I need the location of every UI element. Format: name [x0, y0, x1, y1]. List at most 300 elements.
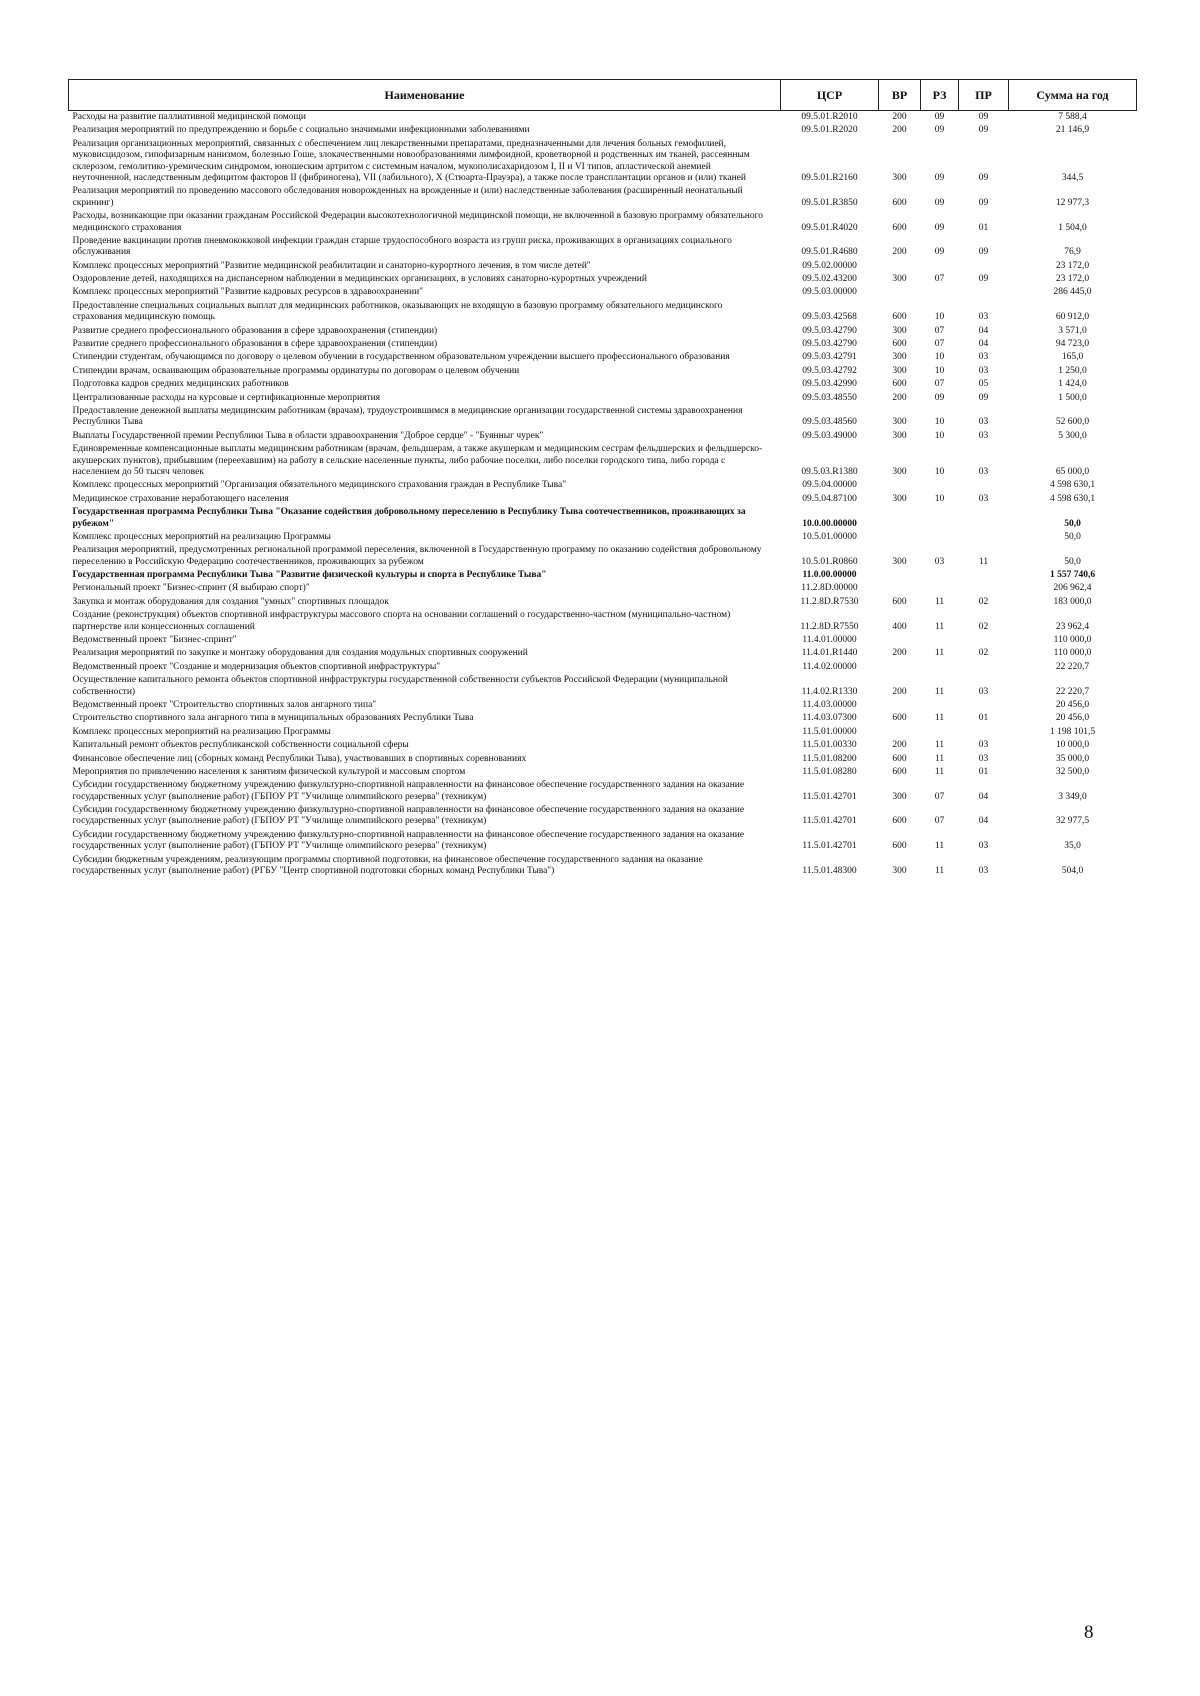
cell-rz: 10 — [934, 352, 945, 363]
cell-pr: 09 — [978, 274, 989, 285]
table-row — [69, 506, 1137, 531]
cell-csr: 09.5.03.42792 — [802, 365, 857, 376]
table-row — [69, 392, 1137, 405]
cell-vr — [879, 582, 921, 595]
cell-csr: 11.5.01.00000 — [802, 726, 857, 737]
cell-csr: 11.2.8D.R7550 — [800, 621, 859, 632]
cell-pr: 01 — [978, 713, 989, 724]
cell-name: Расходы на развитие паллиативной медицинской помощи — [72, 112, 306, 122]
cell-pr — [959, 260, 1009, 273]
cell-csr: 11.0.00.00000 — [802, 570, 857, 581]
cell-vr: 300 — [892, 352, 907, 363]
cell-name: Стипендии врачам, осваивающим образовательные программы ординатуры по договорам о целевом обучении — [72, 365, 520, 376]
cell-vr: 600 — [892, 222, 907, 233]
cell-name: Развитие среднего профессионального образования в сфере здравоохранения (стипендии) — [72, 325, 438, 336]
cell-vr — [879, 661, 921, 674]
cell-sum: 7 588,4 — [1058, 112, 1087, 122]
cell-rz: 07 — [934, 339, 945, 350]
table-row — [69, 544, 1137, 569]
cell-name: Субсидии бюджетным учреждениям, реализующим программы спортивной подготовки, на финансовое обеспечение государственного задания на оказание государственных услуг (выполнение работ) (РГБУ "Центр спортивной подготовки сборных команд Республики Тыва") — [72, 854, 703, 877]
cell-rz: 09 — [934, 247, 945, 258]
cell-csr: 09.5.03.00000 — [802, 287, 857, 298]
cell-rz: 10 — [934, 430, 945, 441]
cell-vr: 400 — [892, 621, 907, 632]
table-row — [69, 739, 1137, 752]
cell-name: Предоставление денежной выплаты медицинским работникам (врачам), трудоустроившимся в медицинские организации государственной системы здравоохранения Республики Тыва — [72, 405, 743, 428]
cell-pr: 09 — [978, 172, 989, 183]
cell-sum: 23 172,0 — [1055, 274, 1090, 285]
cell-name: Субсидии государственному бюджетному учреждению физкультурно-спортивной направленности на финансовое обеспечение государственного задания на оказание государственных услуг (выполнение работ) (ГБПОУ РТ "Училище олимпийского резерва" (техникум) — [72, 805, 745, 827]
cell-rz: 07 — [934, 816, 945, 827]
cell-vr: 600 — [892, 197, 907, 208]
cell-rz: 09 — [934, 172, 945, 183]
cell-csr: 09.5.03.49000 — [802, 430, 857, 441]
header-row — [69, 80, 1137, 111]
cell-name: Ведомственный проект "Строительство спортивных залов ангарного типа" — [72, 699, 377, 710]
cell-name: Развитие среднего профессионального образования в сфере здравоохранения (стипендии) — [72, 339, 438, 350]
table-row — [69, 647, 1137, 660]
cell-csr: 09.5.02.43200 — [802, 274, 857, 285]
cell-name: Комплекс процессных мероприятий "Организация обязательного медицинского страхования граждан в Республике Тыва" — [72, 480, 567, 491]
cell-csr: 11.5.01.42701 — [802, 841, 857, 852]
header-vr: ВР — [879, 80, 921, 111]
page-number: 8 — [1084, 1622, 1094, 1643]
cell-rz — [921, 479, 959, 492]
cell-name: Комплекс процессных мероприятий "Развитие кадровых ресурсов в здравоохранении" — [72, 287, 424, 298]
cell-name: Предоставление специальных социальных выплат для медицинских работников, оказывающих не входящую в базовую программу обязательного медицинского страхования медицинскую помощь — [72, 300, 723, 323]
cell-rz: 11 — [934, 841, 945, 852]
cell-rz — [921, 569, 959, 582]
cell-vr: 300 — [892, 172, 907, 183]
cell-name: Стипендии студентам, обучающимся по договору о целевом обучении в государственном образовательном учреждении высшего профессионального образования — [72, 352, 730, 363]
cell-name: Создание (реконструкция) объектов спортивной инфраструктуры массового спорта на основании соглашений о государственно-частном (муниципально-частном) партнерстве или концессионных соглашений — [72, 610, 731, 632]
cell-csr: 09.5.03.42790 — [802, 325, 857, 336]
cell-rz: 09 — [934, 197, 945, 208]
cell-rz — [921, 582, 959, 595]
cell-csr: 11.5.01.00330 — [802, 740, 857, 751]
table-row — [69, 596, 1137, 609]
cell-sum: 1 198 101,5 — [1049, 726, 1096, 737]
cell-rz: 11 — [934, 766, 945, 777]
cell-pr — [959, 726, 1009, 739]
table-header — [69, 80, 1137, 111]
cell-pr: 03 — [978, 312, 989, 323]
cell-csr: 09.5.03.48550 — [802, 392, 857, 403]
cell-sum: 165,0 — [1061, 352, 1084, 363]
cell-sum: 1 500,0 — [1058, 392, 1087, 403]
header-name: Наименование — [69, 80, 781, 111]
cell-sum: 4 598 630,1 — [1049, 480, 1096, 491]
table-row — [69, 804, 1137, 829]
cell-vr: 200 — [892, 686, 907, 697]
table-row — [69, 351, 1137, 364]
cell-name: Закупка и монтаж оборудования для создания "умных" спортивных площадок — [72, 596, 389, 607]
cell-name: Государственная программа Республики Тыва "Оказание содействия добровольному переселению в Республику Тыва соотечественников, проживающих за рубежом" — [72, 507, 746, 529]
cell-sum: 286 445,0 — [1053, 287, 1092, 298]
cell-pr: 03 — [978, 365, 989, 376]
cell-name: Расходы, возникающие при оказании гражданам Российской Федерации высокотехнологичной медицинской помощи, не включенной в базовую программу обязательного медицинского страхования — [72, 211, 764, 233]
cell-vr — [879, 634, 921, 647]
cell-sum: 50,0 — [1064, 531, 1081, 542]
table-row — [69, 273, 1137, 286]
cell-sum: 10 000,0 — [1055, 740, 1090, 751]
cell-csr: 09.5.03.42990 — [802, 379, 857, 390]
cell-name: Государственная программа Республики Тыва "Развитие физической культуры и спорта в Республике Тыва" — [72, 570, 547, 581]
cell-csr: 11.5.01.08200 — [802, 753, 857, 764]
cell-csr: 09.5.01.R2010 — [801, 112, 858, 122]
cell-pr: 11 — [978, 556, 989, 567]
cell-sum: 110 000,0 — [1053, 635, 1092, 646]
cell-sum: 32 977,5 — [1055, 816, 1090, 827]
cell-vr: 200 — [892, 112, 907, 122]
cell-rz — [921, 506, 959, 531]
cell-sum: 52 600,0 — [1055, 417, 1090, 428]
cell-sum: 110 000,0 — [1053, 648, 1092, 659]
cell-csr: 11.2.8D.00000 — [801, 583, 858, 594]
cell-pr: 02 — [978, 596, 989, 607]
cell-pr — [959, 699, 1009, 712]
cell-name: Оздоровление детей, находящихся на диспансерном наблюдении в медицинских организациях, в условиях санаторно-курортных учреждений — [72, 274, 647, 285]
cell-sum: 23 962,4 — [1055, 621, 1090, 632]
cell-vr — [879, 569, 921, 582]
cell-rz: 11 — [934, 713, 945, 724]
cell-sum: 50,0 — [1064, 518, 1081, 529]
cell-sum: 3 349,0 — [1058, 791, 1087, 802]
cell-pr: 04 — [978, 325, 989, 336]
cell-csr: 09.5.03.42791 — [802, 352, 857, 363]
cell-vr: 600 — [892, 379, 907, 390]
cell-sum: 20 456,0 — [1055, 699, 1090, 710]
cell-sum: 32 500,0 — [1055, 766, 1090, 777]
cell-pr: 05 — [978, 379, 989, 390]
cell-vr: 300 — [892, 325, 907, 336]
table-row — [69, 829, 1137, 854]
table-row — [69, 338, 1137, 351]
cell-vr: 600 — [892, 339, 907, 350]
table-row — [69, 405, 1137, 430]
cell-pr — [959, 582, 1009, 595]
cell-sum: 1 504,0 — [1058, 222, 1087, 233]
cell-name: Комплекс процессных мероприятий "Развитие медицинской реабилитации и санаторно-курортного лечения, в том числе детей" — [72, 260, 591, 271]
cell-csr: 11.2.8D.R7530 — [800, 596, 859, 607]
cell-csr: 09.5.03.42790 — [802, 339, 857, 350]
cell-pr: 04 — [978, 791, 989, 802]
cell-name: Комплекс процессных мероприятий на реализацию Программы — [72, 531, 331, 542]
cell-name: Подготовка кадров средних медицинских работников — [72, 379, 289, 390]
header-rz: РЗ — [921, 80, 959, 111]
table-row — [69, 138, 1137, 186]
cell-name: Реализация организационных мероприятий, связанных с обеспечением лиц лекарственными препаратами, предназначенными для лечения больных гемофилией, муковисцидозом, гипофизарным нанизмом, болезнью Гоше, злокачественными новообразованиями лимфоидной, кроветворной и родственных им тканей, рассеянным склерозом, гемолитико-уремическим синдромом, юношеским артритом с системным началом, мукополисахаридозом I, II и VI типов, апластической анемией неуточненной, наследственным дефицитом факторов II (фибриногена), VII (лабильного), X (Стюарта-Прауэра), а также после трансплантации органов и (или) тканей — [72, 138, 750, 183]
cell-sum: 35,0 — [1064, 841, 1081, 852]
cell-sum: 1 557 740,6 — [1049, 570, 1096, 581]
table-row — [69, 493, 1137, 506]
cell-rz: 07 — [934, 379, 945, 390]
cell-rz: 10 — [934, 466, 945, 477]
cell-vr: 300 — [892, 493, 907, 504]
cell-name: Осуществление капитального ремонта объектов спортивной инфраструктуры государственной собственности субъектов Российской Федерации (муниципальной собственности) — [72, 675, 728, 697]
table-row — [69, 634, 1137, 647]
cell-name: Мероприятия по привлечению населения к занятиям физической культурой и массовым спортом — [72, 766, 466, 777]
cell-csr: 09.5.04.00000 — [802, 480, 857, 491]
cell-vr: 200 — [892, 125, 907, 136]
cell-name: Ведомственный проект "Создание и модернизация объектов спортивной инфраструктуры" — [72, 661, 441, 672]
cell-name: Реализация мероприятий по предупреждению и борьбе с социально значимыми инфекционными заболеваниями — [72, 125, 530, 136]
cell-sum: 21 146,9 — [1055, 125, 1090, 136]
cell-csr: 09.5.01.R4020 — [801, 222, 858, 233]
cell-sum: 5 300,0 — [1058, 430, 1087, 441]
cell-name: Выплаты Государственной премии Республики Тыва в области здравоохранения "Доброе сердце" - "Буянныг чурек" — [72, 430, 544, 441]
cell-sum: 22 220,7 — [1055, 661, 1090, 672]
cell-rz: 11 — [934, 648, 945, 659]
cell-name: Реализация мероприятий по закупке и монтажу оборудования для создания модульных спортивных сооружений — [72, 648, 528, 659]
cell-sum: 76,9 — [1064, 247, 1081, 258]
cell-vr: 300 — [892, 430, 907, 441]
table-row — [69, 609, 1137, 634]
table-row — [69, 569, 1137, 582]
budget-table — [68, 79, 1137, 878]
table-row — [69, 726, 1137, 739]
cell-rz: 11 — [934, 596, 945, 607]
table-row — [69, 300, 1137, 325]
cell-rz: 11 — [934, 740, 945, 751]
cell-vr — [879, 699, 921, 712]
table-row — [69, 378, 1137, 391]
table-row — [69, 753, 1137, 766]
cell-pr: 03 — [978, 753, 989, 764]
cell-rz: 09 — [934, 125, 945, 136]
cell-csr: 09.5.03.42568 — [802, 312, 857, 323]
cell-csr: 09.5.04.87100 — [802, 493, 857, 504]
cell-sum: 20 456,0 — [1055, 713, 1090, 724]
cell-csr: 09.5.01.R2020 — [801, 125, 858, 136]
cell-pr: 02 — [978, 648, 989, 659]
table-row — [69, 430, 1137, 443]
cell-pr: 09 — [978, 112, 989, 122]
cell-name: Строительство спортивного зала ангарного типа в муниципальных образованиях Республики Тыва — [72, 713, 474, 724]
cell-vr: 600 — [892, 816, 907, 827]
cell-pr: 01 — [978, 222, 989, 233]
cell-rz — [921, 531, 959, 544]
cell-sum: 50,0 — [1064, 556, 1081, 567]
cell-pr: 09 — [978, 392, 989, 403]
header-pr: ПР — [959, 80, 1009, 111]
cell-sum: 65 000,0 — [1055, 466, 1090, 477]
cell-name: Капитальный ремонт объектов республиканской собственности социальной сферы — [72, 740, 409, 751]
cell-csr: 09.5.02.00000 — [802, 260, 857, 271]
table-row — [69, 779, 1137, 804]
cell-rz: 07 — [934, 791, 945, 802]
cell-csr: 11.4.01.00000 — [802, 635, 857, 646]
cell-pr: 03 — [978, 686, 989, 697]
cell-rz — [921, 260, 959, 273]
cell-sum: 23 172,0 — [1055, 260, 1090, 271]
cell-vr: 300 — [892, 274, 907, 285]
cell-csr: 09.5.01.R2160 — [801, 172, 858, 183]
cell-sum: 35 000,0 — [1055, 753, 1090, 764]
cell-vr — [879, 726, 921, 739]
cell-vr: 300 — [892, 365, 907, 376]
table-row — [69, 185, 1137, 210]
cell-rz — [921, 286, 959, 299]
cell-vr: 200 — [892, 648, 907, 659]
cell-sum: 22 220,7 — [1055, 686, 1090, 697]
cell-pr — [959, 569, 1009, 582]
cell-vr: 300 — [892, 866, 907, 877]
cell-name: Ведомственный проект "Бизнес-спринт" — [72, 635, 237, 646]
table-row — [69, 235, 1137, 260]
cell-csr: 11.5.01.08280 — [802, 766, 857, 777]
cell-sum: 1 424,0 — [1058, 379, 1087, 390]
cell-vr: 600 — [892, 841, 907, 852]
cell-vr — [879, 479, 921, 492]
cell-vr: 300 — [892, 466, 907, 477]
cell-name: Проведение вакцинации против пневмококковой инфекции граждан старше трудоспособного возраста из групп риска, проживающих в организациях социального обслуживания — [72, 235, 732, 258]
cell-rz: 03 — [934, 556, 945, 567]
cell-vr: 300 — [892, 417, 907, 428]
cell-sum: 344,5 — [1061, 172, 1084, 183]
cell-vr — [879, 531, 921, 544]
cell-rz: 10 — [934, 493, 945, 504]
cell-csr: 11.4.03.00000 — [802, 699, 857, 710]
cell-rz — [921, 634, 959, 647]
cell-rz: 09 — [934, 222, 945, 233]
table-row — [69, 582, 1137, 595]
cell-pr: 03 — [978, 866, 989, 877]
cell-rz: 07 — [934, 325, 945, 336]
cell-pr — [959, 286, 1009, 299]
cell-name: Централизованные расходы на курсовые и сертификационные мероприятия — [72, 392, 381, 403]
cell-csr: 11.5.01.48300 — [802, 866, 857, 877]
cell-rz: 11 — [934, 866, 945, 877]
cell-pr: 01 — [978, 766, 989, 777]
cell-vr: 200 — [892, 247, 907, 258]
cell-csr: 11.4.02.00000 — [802, 661, 857, 672]
table-body — [69, 111, 1137, 879]
table-row — [69, 661, 1137, 674]
cell-sum: 504,0 — [1061, 866, 1084, 877]
cell-rz: 09 — [934, 112, 945, 122]
table-row — [69, 124, 1137, 137]
table-row — [69, 325, 1137, 338]
table-row — [69, 286, 1137, 299]
cell-rz: 11 — [934, 686, 945, 697]
cell-pr: 02 — [978, 621, 989, 632]
cell-sum: 206 962,4 — [1053, 583, 1092, 594]
cell-pr: 09 — [978, 125, 989, 136]
cell-rz: 10 — [934, 417, 945, 428]
cell-pr: 03 — [978, 417, 989, 428]
cell-pr: 03 — [978, 466, 989, 477]
cell-csr: 11.4.01.R1440 — [801, 648, 858, 659]
cell-csr: 09.5.01.R3850 — [801, 197, 858, 208]
budget-sheet — [68, 79, 1136, 878]
cell-csr: 11.5.01.42701 — [802, 816, 857, 827]
cell-rz — [921, 726, 959, 739]
cell-pr: 04 — [978, 339, 989, 350]
cell-csr: 10.5.01.00000 — [802, 531, 857, 542]
header-csr: ЦСР — [781, 80, 879, 111]
cell-pr: 04 — [978, 816, 989, 827]
cell-pr: 03 — [978, 430, 989, 441]
cell-name: Субсидии государственному бюджетному учреждению физкультурно-спортивной направленности на финансовое обеспечение государственного задания на оказание государственных услуг (выполнение работ) (ГБПОУ РТ "Училище олимпийского резерва" (техникум) — [72, 829, 745, 852]
cell-vr: 600 — [892, 596, 907, 607]
cell-csr: 11.4.02.R1330 — [801, 686, 858, 697]
cell-vr: 600 — [892, 753, 907, 764]
cell-rz: 11 — [934, 621, 945, 632]
cell-name: Реализация мероприятий, предусмотренных региональной программой переселения, включенной в Государственную программу по оказанию содействия добровольному переселению в Российскую Федерацию соотечественников, проживающих за рубежом — [72, 545, 762, 567]
cell-vr: 300 — [892, 556, 907, 567]
table-row — [69, 111, 1137, 125]
table-row — [69, 674, 1137, 699]
cell-pr — [959, 531, 1009, 544]
cell-vr: 600 — [892, 312, 907, 323]
cell-rz: 10 — [934, 312, 945, 323]
table-row — [69, 210, 1137, 235]
cell-csr: 10.0.00.00000 — [802, 518, 857, 529]
cell-vr: 200 — [892, 740, 907, 751]
cell-csr: 11.4.03.07300 — [802, 713, 857, 724]
cell-csr: 11.5.01.42701 — [802, 791, 857, 802]
table-row — [69, 712, 1137, 725]
table-row — [69, 854, 1137, 879]
cell-pr: 03 — [978, 493, 989, 504]
cell-sum: 3 571,0 — [1058, 325, 1087, 336]
cell-pr: 03 — [978, 740, 989, 751]
cell-sum: 60 912,0 — [1055, 312, 1090, 323]
cell-vr: 200 — [892, 392, 907, 403]
cell-vr — [879, 286, 921, 299]
header-sum: Сумма на год — [1009, 80, 1137, 111]
table-row — [69, 260, 1137, 273]
table-row — [69, 479, 1137, 492]
cell-vr: 600 — [892, 713, 907, 724]
cell-sum: 4 598 630,1 — [1049, 493, 1096, 504]
cell-pr: 03 — [978, 841, 989, 852]
cell-pr: 09 — [978, 197, 989, 208]
table-row — [69, 699, 1137, 712]
cell-name: Региональный проект "Бизнес-спринт (Я выбираю спорт)" — [72, 583, 310, 594]
table-row — [69, 365, 1137, 378]
cell-sum: 12 977,3 — [1055, 197, 1090, 208]
cell-csr: 09.5.03.48560 — [802, 417, 857, 428]
table-row — [69, 443, 1137, 479]
cell-pr — [959, 506, 1009, 531]
cell-rz: 09 — [934, 392, 945, 403]
cell-pr — [959, 634, 1009, 647]
cell-pr: 03 — [978, 352, 989, 363]
cell-pr — [959, 661, 1009, 674]
cell-pr: 09 — [978, 247, 989, 258]
cell-name: Единовременные компенсационные выплаты медицинским работникам (врачам, фельдшерам, а также акушеркам и медицинским сестрам фельдшерских и фельдшерско-акушерских пунктов), прибывшим (переехавшим) на работу в сельские населенные пункты, либо рабочие поселки, либо поселки городского типа, либо города с населением до 50 тысяч человек — [72, 444, 763, 477]
cell-name: Реализация мероприятий по проведению массового обследования новорожденных на врожденные и (или) наследственные заболевания (расширенный неонатальный скрининг) — [72, 186, 743, 208]
cell-rz: 07 — [934, 274, 945, 285]
cell-name: Медицинское страхование неработающего населения — [72, 493, 289, 504]
cell-csr: 09.5.01.R4680 — [801, 247, 858, 258]
cell-vr — [879, 506, 921, 531]
cell-sum: 183 000,0 — [1053, 596, 1092, 607]
cell-name: Финансовое обеспечение лиц (сборных команд Республики Тыва), участвовавших в спортивных соревнованиях — [72, 753, 527, 764]
cell-rz — [921, 661, 959, 674]
table-row — [69, 531, 1137, 544]
cell-csr: 10.5.01.R0860 — [801, 556, 858, 567]
cell-sum: 1 250,0 — [1058, 365, 1087, 376]
cell-sum: 94 723,0 — [1055, 339, 1090, 350]
cell-vr: 600 — [892, 766, 907, 777]
cell-name: Комплекс процессных мероприятий на реализацию Программы — [72, 726, 331, 737]
cell-csr: 09.5.03.R1380 — [801, 466, 858, 477]
cell-rz: 10 — [934, 365, 945, 376]
table-row — [69, 766, 1137, 779]
